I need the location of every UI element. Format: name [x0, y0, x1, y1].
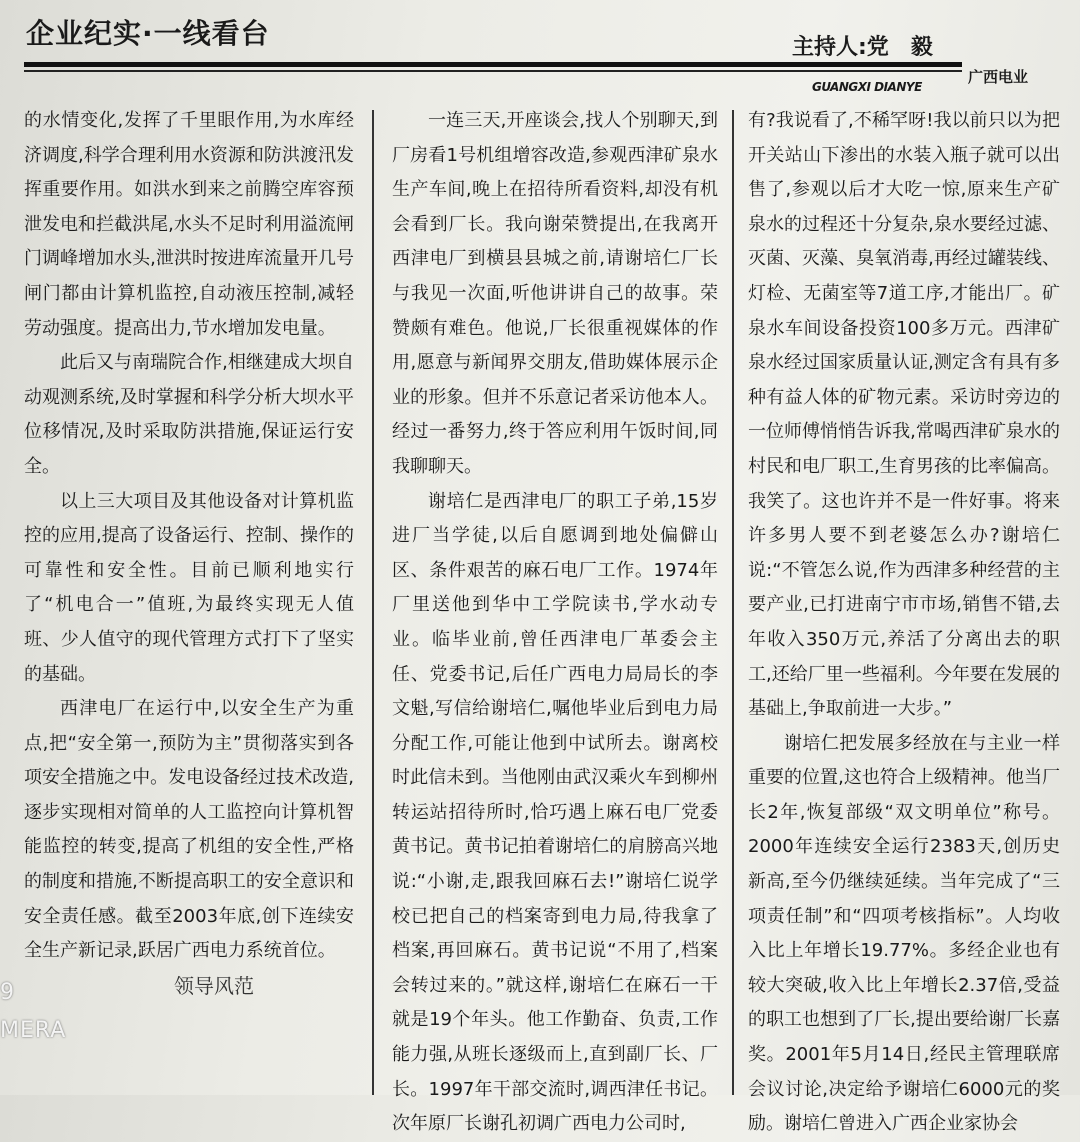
column-divider	[732, 110, 734, 1095]
paragraph: 谢培仁把发展多经放在与主业一样重要的位置,这也符合上级精神。他当厂长2年,恢复部级“双文明单位”称号。2000年连续安全运行2383天,创历史新高,至今仍继续延续。当年完成了“三项责任制”和“四项考核指标”。人均收入比上年增长19.77%。多经企业也有较大突破,收入比上年增长2.37倍,受益的职工也想到了厂长,提出要给谢厂长嘉奖。2001年5月14日,经民主管理联席会议讨论,决定给予谢培仁6000元的奖励。谢培仁曾进入广西企业家协会	[748, 732, 1060, 1135]
article-column-1	[24, 104, 354, 1003]
paragraph: 有?我说看了,不稀罕呀!我以前只以为把开关站山下渗出的水装入瓶子就可以出售了,参观以后才大吃一惊,原来生产矿泉水的过程还十分复杂,泉水要经过滤、灭菌、灭藻、臭氧消毒,再经过罐装线、灯检、无菌室等7道工序,才能出厂。矿泉水车间设备投资100多万元。西津矿泉水经过国家质量认证,测定含有具有多种有益人体的矿物元素。采访时旁边的一位师傅悄悄告诉我,常喝西津矿泉水的村民和电厂职工,生育男孩的比率偏高。我笑了。这也许并不是一件好事。将来许多男人要不到老婆怎么办?谢培仁说:“不管怎么说,作为西津多种经营的主要产业,已打进南宁市市场,销售不错,去年收入350万元,养活了分离出去的职工,还给厂里一些福利。今年要在发展的基础上,争取前进一大步。”	[748, 110, 1060, 720]
paragraph: 此后又与南瑞院合作,相继建成大坝自动观测系统,及时掌握和科学分析大坝水平位移情况,及时采取防洪措施,保证运行安全。	[24, 352, 354, 477]
article-column-2	[392, 104, 718, 1142]
header-rule-thin	[24, 70, 962, 72]
camera-watermark: 9	[0, 980, 15, 1005]
camera-watermark: MERA	[0, 1018, 67, 1043]
paragraph: 的水情变化,发挥了千里眼作用,为水库经济调度,科学合理利用水资源和防洪渡汛发挥重要作用。如洪水到来之前腾空库容预泄发电和拦截洪尾,水头不足时利用溢流闸门调峰增加水头,泄洪时按进库流量开几号闸门都由计算机监控,自动液压控制,减轻劳动强度。提高出力,节水增加发电量。	[24, 110, 354, 339]
paragraph: 西津电厂在运行中,以安全生产为重点,把“安全第一,预防为主”贯彻落实到各项安全措施之中。发电设备经过技术改造,逐步实现相对简单的人工监控向计算机智能监控的转变,提高了机组的安全性,严格的制度和措施,不断提高职工的安全意识和安全责任感。截至2003年底,创下连续安全生产新记录,跃居广西电力系统首位。	[24, 698, 354, 962]
paragraph: 谢培仁是西津电厂的职工子弟,15岁进厂当学徒,以后自愿调到地处偏僻山区、条件艰苦的麻石电厂工作。1974年厂里送他到华中工学院读书,学水动专业。临毕业前,曾任西津电厂革委会主任、党委书记,后任广西电力局局长的李文魁,写信给谢培仁,嘱他毕业后到电力局分配工作,可能让他到中试所去。谢离校时此信未到。当他刚由武汉乘火车到柳州转运站招待所时,恰巧遇上麻石电厂党委黄书记。黄书记拍着谢培仁的肩膀高兴地说:“小谢,走,跟我回麻石去!”谢培仁说学校已把自己的档案寄到电力局,待我拿了档案,再回麻石。黄书记说“不用了,档案会转过来的。”就这样,谢培仁在麻石一干就是19个年头。他工作勤奋、负责,工作能力强,从班长逐级而上,直到副厂长、厂长。1997年干部交流时,调西津任书记。次年原厂长谢孔初调广西电力公司时,	[392, 490, 718, 1135]
article-column-3	[748, 104, 1060, 1142]
section-heading: 领导风范	[174, 973, 254, 998]
paragraph: 一连三天,开座谈会,找人个别聊天,到厂房看1号机组增容改造,参观西津矿泉水生产车间,晚上在招待所看资料,却没有机会看到厂长。我向谢荣赞提出,在我离开西津电厂到横县县城之前,请谢培仁厂长与我见一次面,听他讲讲自己的故事。荣赞颇有难色。他说,厂长很重视媒体的作用,愿意与新闻界交朋友,借助媒体展示企业的形象。但并不乐意记者采访他本人。经过一番努力,终于答应利用午饭时间,同我聊聊天。	[392, 110, 718, 477]
magazine-name-en: GUANGXI DIANYE	[812, 80, 922, 94]
column-title: 企业纪实·一线看台	[26, 17, 270, 50]
host-name: 主持人:党 毅	[792, 35, 933, 60]
header-rule	[24, 62, 962, 67]
column-divider	[372, 110, 374, 1095]
magazine-name-cn: 广西电业	[968, 68, 1029, 86]
paragraph: 以上三大项目及其他设备对计算机监控的应用,提高了设备运行、控制、操作的可靠性和安全性。目前已顺利地实行了“机电合一”值班,为最终实现无人值班、少人值守的现代管理方式打下了坚实的基础。	[24, 490, 354, 685]
